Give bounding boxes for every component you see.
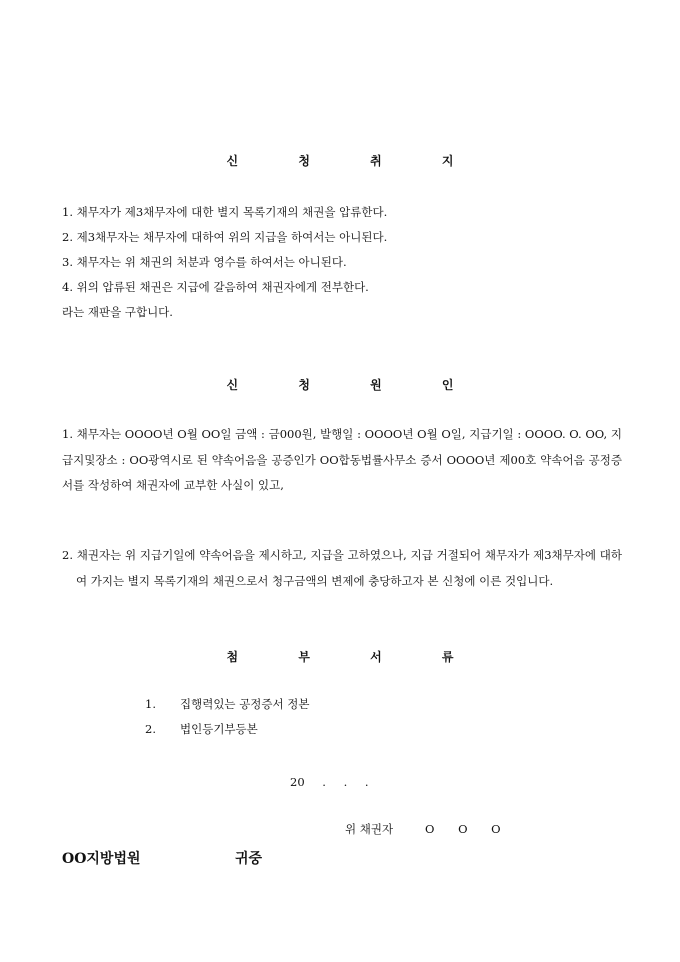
court-suffix: 귀중 — [235, 851, 263, 867]
purpose-item-1: 1. 채무자가 제3채무자에 대한 별지 목록기재의 채권을 압류한다. — [62, 205, 388, 219]
purpose-item-2: 2. 제3채무자는 채무자에 대하여 위의 지급을 하여서는 아니된다. — [62, 230, 388, 244]
attachment-number-2: 2. — [145, 722, 156, 736]
purpose-item-4: 4. 위의 압류된 채권은 지급에 갈음하여 채권자에게 전부한다. — [62, 280, 369, 294]
signature-label: 위 채권자 — [345, 822, 394, 836]
reason-paragraph-1: 1. 채무자는 OOOO년 O월 OO일 금액 : 금000원, 발행일 : OOOO년 O월 O일, 지급기일 : OOOO. O. OO, 지급지및장소 : OO광역시로 된 약속어음을 공증인가 OO합동법률사무소 증서 OOOO년 제00호 약속어음 공정증서를 작성하여 채권자에 교부한 사실이 있고, — [62, 427, 622, 492]
purpose-closing: 라는 재판을 구합니다. — [62, 305, 173, 319]
attachment-item-2: 법인등기부등본 — [180, 722, 258, 736]
court-name: OO지방법원 — [62, 851, 141, 867]
reason-paragraph-2: 2. 채권자는 위 지급기일에 약속어음을 제시하고, 지급을 고하였으나, 지급 거절되어 채무자가 제3채무자에 대하여 가지는 별지 목록기재의 채권으로서 청구금액의 변제에 충당하고자 본 신청에 이른 것입니다. — [62, 548, 622, 588]
purpose-item-3: 3. 채무자는 위 채권의 처분과 영수를 하여서는 아니된다. — [62, 255, 347, 269]
heading-application-reason: 신 청 원 인 — [226, 378, 482, 392]
reason-paragraph-2-wrap — [62, 543, 622, 594]
heading-application-purpose: 신 청 취 지 — [226, 154, 482, 168]
attachment-number-1: 1. — [145, 697, 156, 711]
heading-attachments: 첨 부 서 류 — [226, 650, 482, 664]
attachment-item-1: 집행력있는 공정증서 정본 — [180, 697, 310, 711]
date-line: 20 . . . — [290, 775, 369, 789]
signature-name: O O O — [425, 822, 501, 836]
